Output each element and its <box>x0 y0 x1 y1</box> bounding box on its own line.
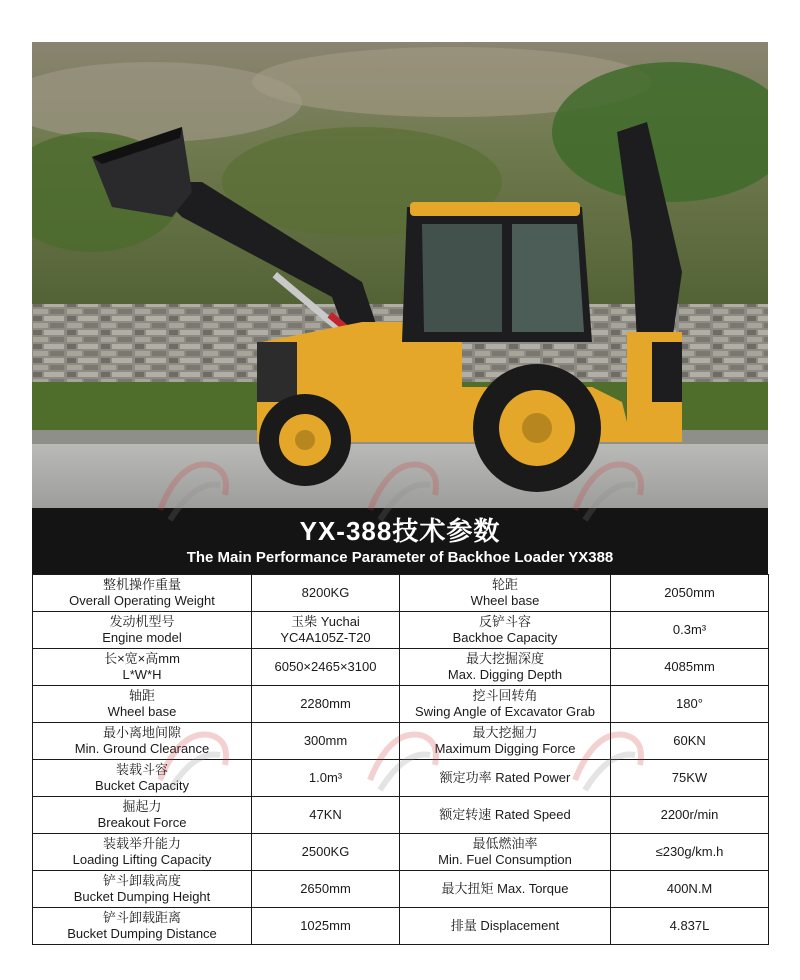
spec-value: 4085mm <box>664 659 715 674</box>
spec-label-right <box>400 686 611 723</box>
spec-value: 6050×2465×3100 <box>274 659 377 674</box>
spec-label-combined: 排量 Displacement <box>450 918 560 933</box>
spec-label-chinese: 长×宽×高mm <box>104 651 180 666</box>
spec-value-right <box>611 760 769 797</box>
spec-value-right <box>611 686 769 723</box>
spec-row <box>33 612 769 649</box>
spec-value: 2050mm <box>664 585 715 600</box>
spec-value-line2: YC4A105Z-T20 <box>280 630 371 645</box>
spec-value: 300mm <box>303 733 348 748</box>
spec-value: 1025mm <box>300 918 351 933</box>
spec-label-english: Overall Operating Weight <box>69 593 215 608</box>
spec-value-right <box>611 723 769 760</box>
spec-label-right <box>400 871 611 908</box>
spec-label-left <box>33 908 252 945</box>
spec-label-english: Bucket Capacity <box>95 778 189 793</box>
spec-label-english: L*W*H <box>122 667 162 682</box>
spec-label-chinese: 铲斗卸载距离 <box>102 910 181 925</box>
spec-value: 2500KG <box>301 844 350 859</box>
spec-label-english: Wheel base <box>470 593 540 608</box>
spec-label-left <box>33 612 252 649</box>
spec-label-english: Swing Angle of Excavator Grab <box>415 704 595 719</box>
spec-table <box>32 574 769 945</box>
spec-label-right <box>400 575 611 612</box>
spec-value-right <box>611 575 769 612</box>
spec-value-left <box>252 834 400 871</box>
spec-row <box>33 723 769 760</box>
spec-value-left <box>252 686 400 723</box>
spec-label-chinese: 最大挖掘力 <box>472 725 538 740</box>
spec-value: 2280mm <box>300 696 351 711</box>
spec-value-left <box>252 575 400 612</box>
spec-value: 玉柴 Yuchai <box>291 614 360 629</box>
spec-value-right <box>611 908 769 945</box>
spec-value: 60KN <box>673 733 706 748</box>
spec-label-combined: 额定转速 Rated Speed <box>439 807 571 822</box>
spec-value: 8200KG <box>301 585 350 600</box>
spec-label-chinese: 装载举升能力 <box>102 836 181 851</box>
spec-value: ≤230g/km.h <box>655 844 724 859</box>
spec-label-left <box>33 871 252 908</box>
spec-row <box>33 834 769 871</box>
spec-label-chinese: 轴距 <box>128 688 155 703</box>
spec-label-english: Engine model <box>102 630 182 645</box>
spec-value: 1.0m³ <box>308 770 343 785</box>
spec-value: 75KW <box>671 770 708 785</box>
title-chinese: YX-388技术参数 <box>299 516 501 546</box>
spec-label-english: Backhoe Capacity <box>452 630 558 645</box>
spec-label-left <box>33 649 252 686</box>
spec-label-chinese: 轮距 <box>491 577 518 592</box>
spec-value: 2650mm <box>300 881 351 896</box>
spec-value: 400N.M <box>666 881 713 896</box>
spec-label-chinese: 最大挖掘深度 <box>465 651 544 666</box>
spec-label-left <box>33 723 252 760</box>
spec-label-english: Maximum Digging Force <box>434 741 576 756</box>
spec-label-english: Min. Ground Clearance <box>74 741 210 756</box>
spec-label-english: Bucket Dumping Height <box>73 889 211 904</box>
spec-label-chinese: 整机操作重量 <box>102 577 181 592</box>
spec-label-chinese: 反铲斗容 <box>478 614 531 629</box>
spec-label-left <box>33 760 252 797</box>
spec-value-left <box>252 908 400 945</box>
spec-value: 180° <box>676 696 703 711</box>
spec-label-chinese: 铲斗卸载高度 <box>102 873 181 888</box>
spec-value-right <box>611 612 769 649</box>
spec-row <box>33 760 769 797</box>
spec-label-english: Loading Lifting Capacity <box>72 852 212 867</box>
spec-value-left <box>252 723 400 760</box>
spec-label-chinese: 最低燃油率 <box>472 836 538 851</box>
spec-label-english: Bucket Dumping Distance <box>67 926 217 941</box>
spec-label-english: Wheel base <box>107 704 177 719</box>
spec-label-chinese: 装载斗容 <box>115 762 168 777</box>
spec-label-left <box>33 686 252 723</box>
title-banner <box>32 508 768 574</box>
spec-row <box>33 797 769 834</box>
spec-label-right <box>400 908 611 945</box>
spec-value-left <box>252 649 400 686</box>
spec-value: 47KN <box>309 807 342 822</box>
spec-label-chinese: 掘起力 <box>122 799 162 814</box>
spec-label-combined: 额定功率 Rated Power <box>439 770 571 785</box>
spec-label-combined: 最大扭矩 Max. Torque <box>441 881 569 896</box>
spec-value-left <box>252 871 400 908</box>
spec-label-right <box>400 834 611 871</box>
spec-label-english: Max. Digging Depth <box>447 667 563 682</box>
spec-value: 4.837L <box>669 918 710 933</box>
spec-label-left <box>33 834 252 871</box>
spec-value-left <box>252 612 400 649</box>
spec-label-right <box>400 649 611 686</box>
spec-label-right <box>400 760 611 797</box>
spec-value-right <box>611 871 769 908</box>
spec-table-body <box>33 575 769 945</box>
spec-label-english: Min. Fuel Consumption <box>438 852 572 867</box>
spec-label-right <box>400 723 611 760</box>
spec-row <box>33 575 769 612</box>
spec-value: 2200r/min <box>660 807 719 822</box>
spec-label-chinese: 最小离地间隙 <box>102 725 181 740</box>
title-english: The Main Performance Parameter of Backhoe Loader YX388 <box>186 549 614 566</box>
spec-row <box>33 908 769 945</box>
product-photo <box>32 42 768 508</box>
spec-label-left <box>33 575 252 612</box>
spec-label-left <box>33 797 252 834</box>
spec-label-chinese: 挖斗回转角 <box>472 688 538 703</box>
spec-label-right <box>400 612 611 649</box>
spec-label-right <box>400 797 611 834</box>
spec-row <box>33 871 769 908</box>
spec-row <box>33 686 769 723</box>
spec-label-chinese: 发动机型号 <box>109 614 175 629</box>
backhoe-loader-illustration <box>32 42 768 508</box>
spec-value-left <box>252 760 400 797</box>
spec-value-left <box>252 797 400 834</box>
spec-value: 0.3m³ <box>672 622 707 637</box>
spec-label-english: Breakout Force <box>97 815 187 830</box>
spec-value-right <box>611 797 769 834</box>
spec-row <box>33 649 769 686</box>
spec-value-right <box>611 649 769 686</box>
spec-value-right <box>611 834 769 871</box>
